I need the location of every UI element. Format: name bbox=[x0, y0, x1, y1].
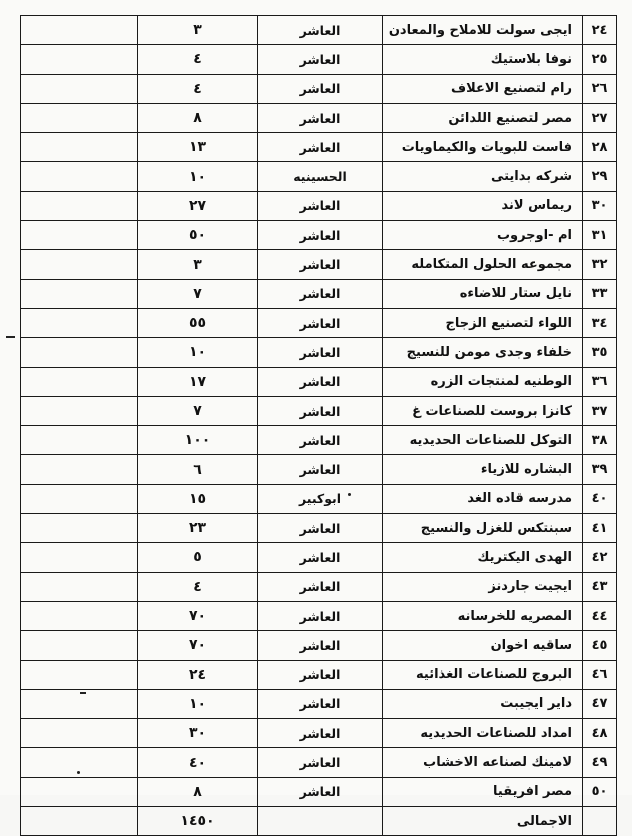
empty-cell bbox=[21, 191, 138, 220]
count-cell: ١٥ bbox=[138, 484, 258, 513]
row-number-cell: ٣٥ bbox=[583, 338, 617, 367]
company-name-cell: ايجيت جاردنز bbox=[383, 572, 583, 601]
empty-cell bbox=[21, 777, 138, 806]
area-cell: ابوكبير bbox=[258, 484, 383, 513]
area-cell: العاشر bbox=[258, 777, 383, 806]
table-row bbox=[21, 250, 617, 279]
company-name-cell: شركه بدايتى bbox=[383, 162, 583, 191]
company-name-cell: كانزا بروست للصناعات غ bbox=[383, 396, 583, 425]
companies-table bbox=[20, 15, 617, 836]
row-number-cell: ٢٩ bbox=[583, 162, 617, 191]
row-number-cell: ٢٦ bbox=[583, 74, 617, 103]
row-number-cell: ٤٣ bbox=[583, 572, 617, 601]
area-cell: العاشر bbox=[258, 572, 383, 601]
empty-cell bbox=[21, 514, 138, 543]
company-name-cell: امداد للصناعات الحديديه bbox=[383, 719, 583, 748]
row-number-cell: ٣٨ bbox=[583, 426, 617, 455]
company-name-cell: الوطنيه لمنتجات الزره bbox=[383, 367, 583, 396]
row-number-cell: ٣٢ bbox=[583, 250, 617, 279]
company-name-cell: ساقيه اخوان bbox=[383, 631, 583, 660]
count-cell: ٢٧ bbox=[138, 191, 258, 220]
company-name-cell: لامينك لصناعه الاخشاب bbox=[383, 748, 583, 777]
count-cell: ٥ bbox=[138, 543, 258, 572]
table-row bbox=[21, 601, 617, 630]
empty-cell bbox=[21, 133, 138, 162]
empty-cell bbox=[21, 807, 138, 836]
table-row bbox=[21, 719, 617, 748]
table-row bbox=[21, 777, 617, 806]
table-row bbox=[21, 689, 617, 718]
empty-cell bbox=[583, 807, 617, 836]
area-cell: العاشر bbox=[258, 250, 383, 279]
row-number-cell: ٤١ bbox=[583, 514, 617, 543]
empty-cell bbox=[21, 543, 138, 572]
row-number-cell: ٢٧ bbox=[583, 103, 617, 132]
empty-cell bbox=[21, 16, 138, 45]
table-row bbox=[21, 338, 617, 367]
table-row bbox=[21, 367, 617, 396]
count-cell: ٣٠ bbox=[138, 719, 258, 748]
table-row bbox=[21, 455, 617, 484]
count-cell: ٦ bbox=[138, 455, 258, 484]
company-name-cell: ريماس لاند bbox=[383, 191, 583, 220]
company-name-cell: البشاره للازياء bbox=[383, 455, 583, 484]
table-row bbox=[21, 74, 617, 103]
table-row bbox=[21, 16, 617, 45]
table-row bbox=[21, 660, 617, 689]
empty-cell bbox=[21, 601, 138, 630]
table-row bbox=[21, 748, 617, 777]
empty-cell bbox=[21, 689, 138, 718]
table-row bbox=[21, 221, 617, 250]
empty-cell bbox=[21, 572, 138, 601]
empty-cell bbox=[21, 455, 138, 484]
table-row bbox=[21, 631, 617, 660]
area-cell: العاشر bbox=[258, 455, 383, 484]
area-cell: العاشر bbox=[258, 103, 383, 132]
count-cell: ١٧ bbox=[138, 367, 258, 396]
row-number-cell: ٣٩ bbox=[583, 455, 617, 484]
company-name-cell: ام -اوجروب bbox=[383, 221, 583, 250]
count-cell: ٢٤ bbox=[138, 660, 258, 689]
scan-mark bbox=[77, 771, 80, 774]
empty-cell bbox=[21, 74, 138, 103]
scan-mark bbox=[80, 692, 86, 694]
company-name-cell: المصريه للخرسانه bbox=[383, 601, 583, 630]
row-number-cell: ٣٣ bbox=[583, 279, 617, 308]
area-cell: العاشر bbox=[258, 601, 383, 630]
empty-cell bbox=[21, 338, 138, 367]
company-name-cell: مجموعه الحلول المتكامله bbox=[383, 250, 583, 279]
empty-cell bbox=[21, 484, 138, 513]
company-name-cell: سبنتكس للغزل والنسيج bbox=[383, 514, 583, 543]
company-name-cell: رام لتصنيع الاعلاف bbox=[383, 74, 583, 103]
row-number-cell: ٤٢ bbox=[583, 543, 617, 572]
empty-cell bbox=[21, 719, 138, 748]
area-cell: العاشر bbox=[258, 45, 383, 74]
company-name-cell: نوفا بلاستيك bbox=[383, 45, 583, 74]
empty-cell bbox=[21, 426, 138, 455]
table-row bbox=[21, 103, 617, 132]
empty-cell bbox=[21, 221, 138, 250]
table-row bbox=[21, 484, 617, 513]
count-cell: ١٣ bbox=[138, 133, 258, 162]
empty-cell bbox=[21, 396, 138, 425]
total-row bbox=[21, 807, 617, 836]
table-row bbox=[21, 162, 617, 191]
company-name-cell: مدرسه قاده الغد bbox=[383, 484, 583, 513]
count-cell: ٢٣ bbox=[138, 514, 258, 543]
company-name-cell: ايجى سولت للاملاح والمعادن bbox=[383, 16, 583, 45]
count-cell: ٣ bbox=[138, 250, 258, 279]
count-cell: ٤ bbox=[138, 572, 258, 601]
empty-cell bbox=[21, 631, 138, 660]
area-cell: العاشر bbox=[258, 543, 383, 572]
count-cell: ١٠ bbox=[138, 338, 258, 367]
company-name-cell: الهدى اليكتريك bbox=[383, 543, 583, 572]
count-cell: ٣ bbox=[138, 16, 258, 45]
empty-cell bbox=[21, 162, 138, 191]
company-name-cell: داير ايجيبت bbox=[383, 689, 583, 718]
company-name-cell: اللواء لتصنيع الزجاج bbox=[383, 308, 583, 337]
row-number-cell: ٤٥ bbox=[583, 631, 617, 660]
area-cell: العاشر bbox=[258, 279, 383, 308]
row-number-cell: ٤٦ bbox=[583, 660, 617, 689]
table-row bbox=[21, 543, 617, 572]
row-number-cell: ٤٧ bbox=[583, 689, 617, 718]
row-number-cell: ٤٠ bbox=[583, 484, 617, 513]
count-cell: ٧٠ bbox=[138, 601, 258, 630]
row-number-cell: ٤٨ bbox=[583, 719, 617, 748]
table-row bbox=[21, 45, 617, 74]
table-row bbox=[21, 514, 617, 543]
count-cell: ٨ bbox=[138, 777, 258, 806]
count-cell: ٥٠ bbox=[138, 221, 258, 250]
table-row bbox=[21, 572, 617, 601]
row-number-cell: ٣٠ bbox=[583, 191, 617, 220]
count-cell: ٤ bbox=[138, 45, 258, 74]
company-name-cell: فاست للبويات والكيماويات bbox=[383, 133, 583, 162]
area-cell: العاشر bbox=[258, 719, 383, 748]
count-cell: ١٠٠ bbox=[138, 426, 258, 455]
empty-cell bbox=[21, 279, 138, 308]
area-cell: العاشر bbox=[258, 514, 383, 543]
count-cell: ٧٠ bbox=[138, 631, 258, 660]
companies-table-body bbox=[21, 16, 617, 836]
empty-cell bbox=[258, 807, 383, 836]
area-cell: العاشر bbox=[258, 74, 383, 103]
row-number-cell: ٣٦ bbox=[583, 367, 617, 396]
row-number-cell: ٥٠ bbox=[583, 777, 617, 806]
count-cell: ٧ bbox=[138, 279, 258, 308]
count-cell: ٧ bbox=[138, 396, 258, 425]
empty-cell bbox=[21, 250, 138, 279]
company-name-cell: مصر لتصنيع اللدائن bbox=[383, 103, 583, 132]
count-cell: ٤٠ bbox=[138, 748, 258, 777]
empty-cell bbox=[21, 660, 138, 689]
empty-cell bbox=[21, 45, 138, 74]
row-number-cell: ٣١ bbox=[583, 221, 617, 250]
area-cell: العاشر bbox=[258, 338, 383, 367]
row-number-cell: ٣٤ bbox=[583, 308, 617, 337]
area-cell: العاشر bbox=[258, 191, 383, 220]
row-number-cell: ٤٩ bbox=[583, 748, 617, 777]
table-row bbox=[21, 133, 617, 162]
count-cell: ٨ bbox=[138, 103, 258, 132]
area-cell: العاشر bbox=[258, 660, 383, 689]
total-label-cell: الاجمالى bbox=[383, 807, 583, 836]
company-name-cell: مصر افريقيا bbox=[383, 777, 583, 806]
count-cell: ١٠ bbox=[138, 689, 258, 718]
empty-cell bbox=[21, 103, 138, 132]
row-number-cell: ٣٧ bbox=[583, 396, 617, 425]
area-cell: العاشر bbox=[258, 396, 383, 425]
empty-cell bbox=[21, 367, 138, 396]
row-number-cell: ٢٤ bbox=[583, 16, 617, 45]
table-row bbox=[21, 396, 617, 425]
company-name-cell: نايل ستار للاضاءه bbox=[383, 279, 583, 308]
area-cell: العاشر bbox=[258, 748, 383, 777]
row-number-cell: ٢٨ bbox=[583, 133, 617, 162]
scan-mark bbox=[348, 493, 351, 496]
area-cell: العاشر bbox=[258, 133, 383, 162]
area-cell: العاشر bbox=[258, 689, 383, 718]
area-cell: العاشر bbox=[258, 426, 383, 455]
area-cell: العاشر bbox=[258, 367, 383, 396]
table-row bbox=[21, 191, 617, 220]
area-cell: العاشر bbox=[258, 631, 383, 660]
company-name-cell: خلفاء وجدى مومن للنسيج bbox=[383, 338, 583, 367]
count-cell: ٤ bbox=[138, 74, 258, 103]
table-row bbox=[21, 279, 617, 308]
area-cell: الحسينيه bbox=[258, 162, 383, 191]
total-count-cell: ١٤٥٠ bbox=[138, 807, 258, 836]
count-cell: ٥٥ bbox=[138, 308, 258, 337]
scan-mark bbox=[6, 336, 15, 338]
table-row bbox=[21, 308, 617, 337]
count-cell: ١٠ bbox=[138, 162, 258, 191]
area-cell: العاشر bbox=[258, 16, 383, 45]
empty-cell bbox=[21, 308, 138, 337]
row-number-cell: ٤٤ bbox=[583, 601, 617, 630]
area-cell: العاشر bbox=[258, 221, 383, 250]
company-name-cell: البروج للصناعات الغذائيه bbox=[383, 660, 583, 689]
table-row bbox=[21, 426, 617, 455]
area-cell: العاشر bbox=[258, 308, 383, 337]
company-name-cell: التوكل للصناعات الحديديه bbox=[383, 426, 583, 455]
row-number-cell: ٢٥ bbox=[583, 45, 617, 74]
